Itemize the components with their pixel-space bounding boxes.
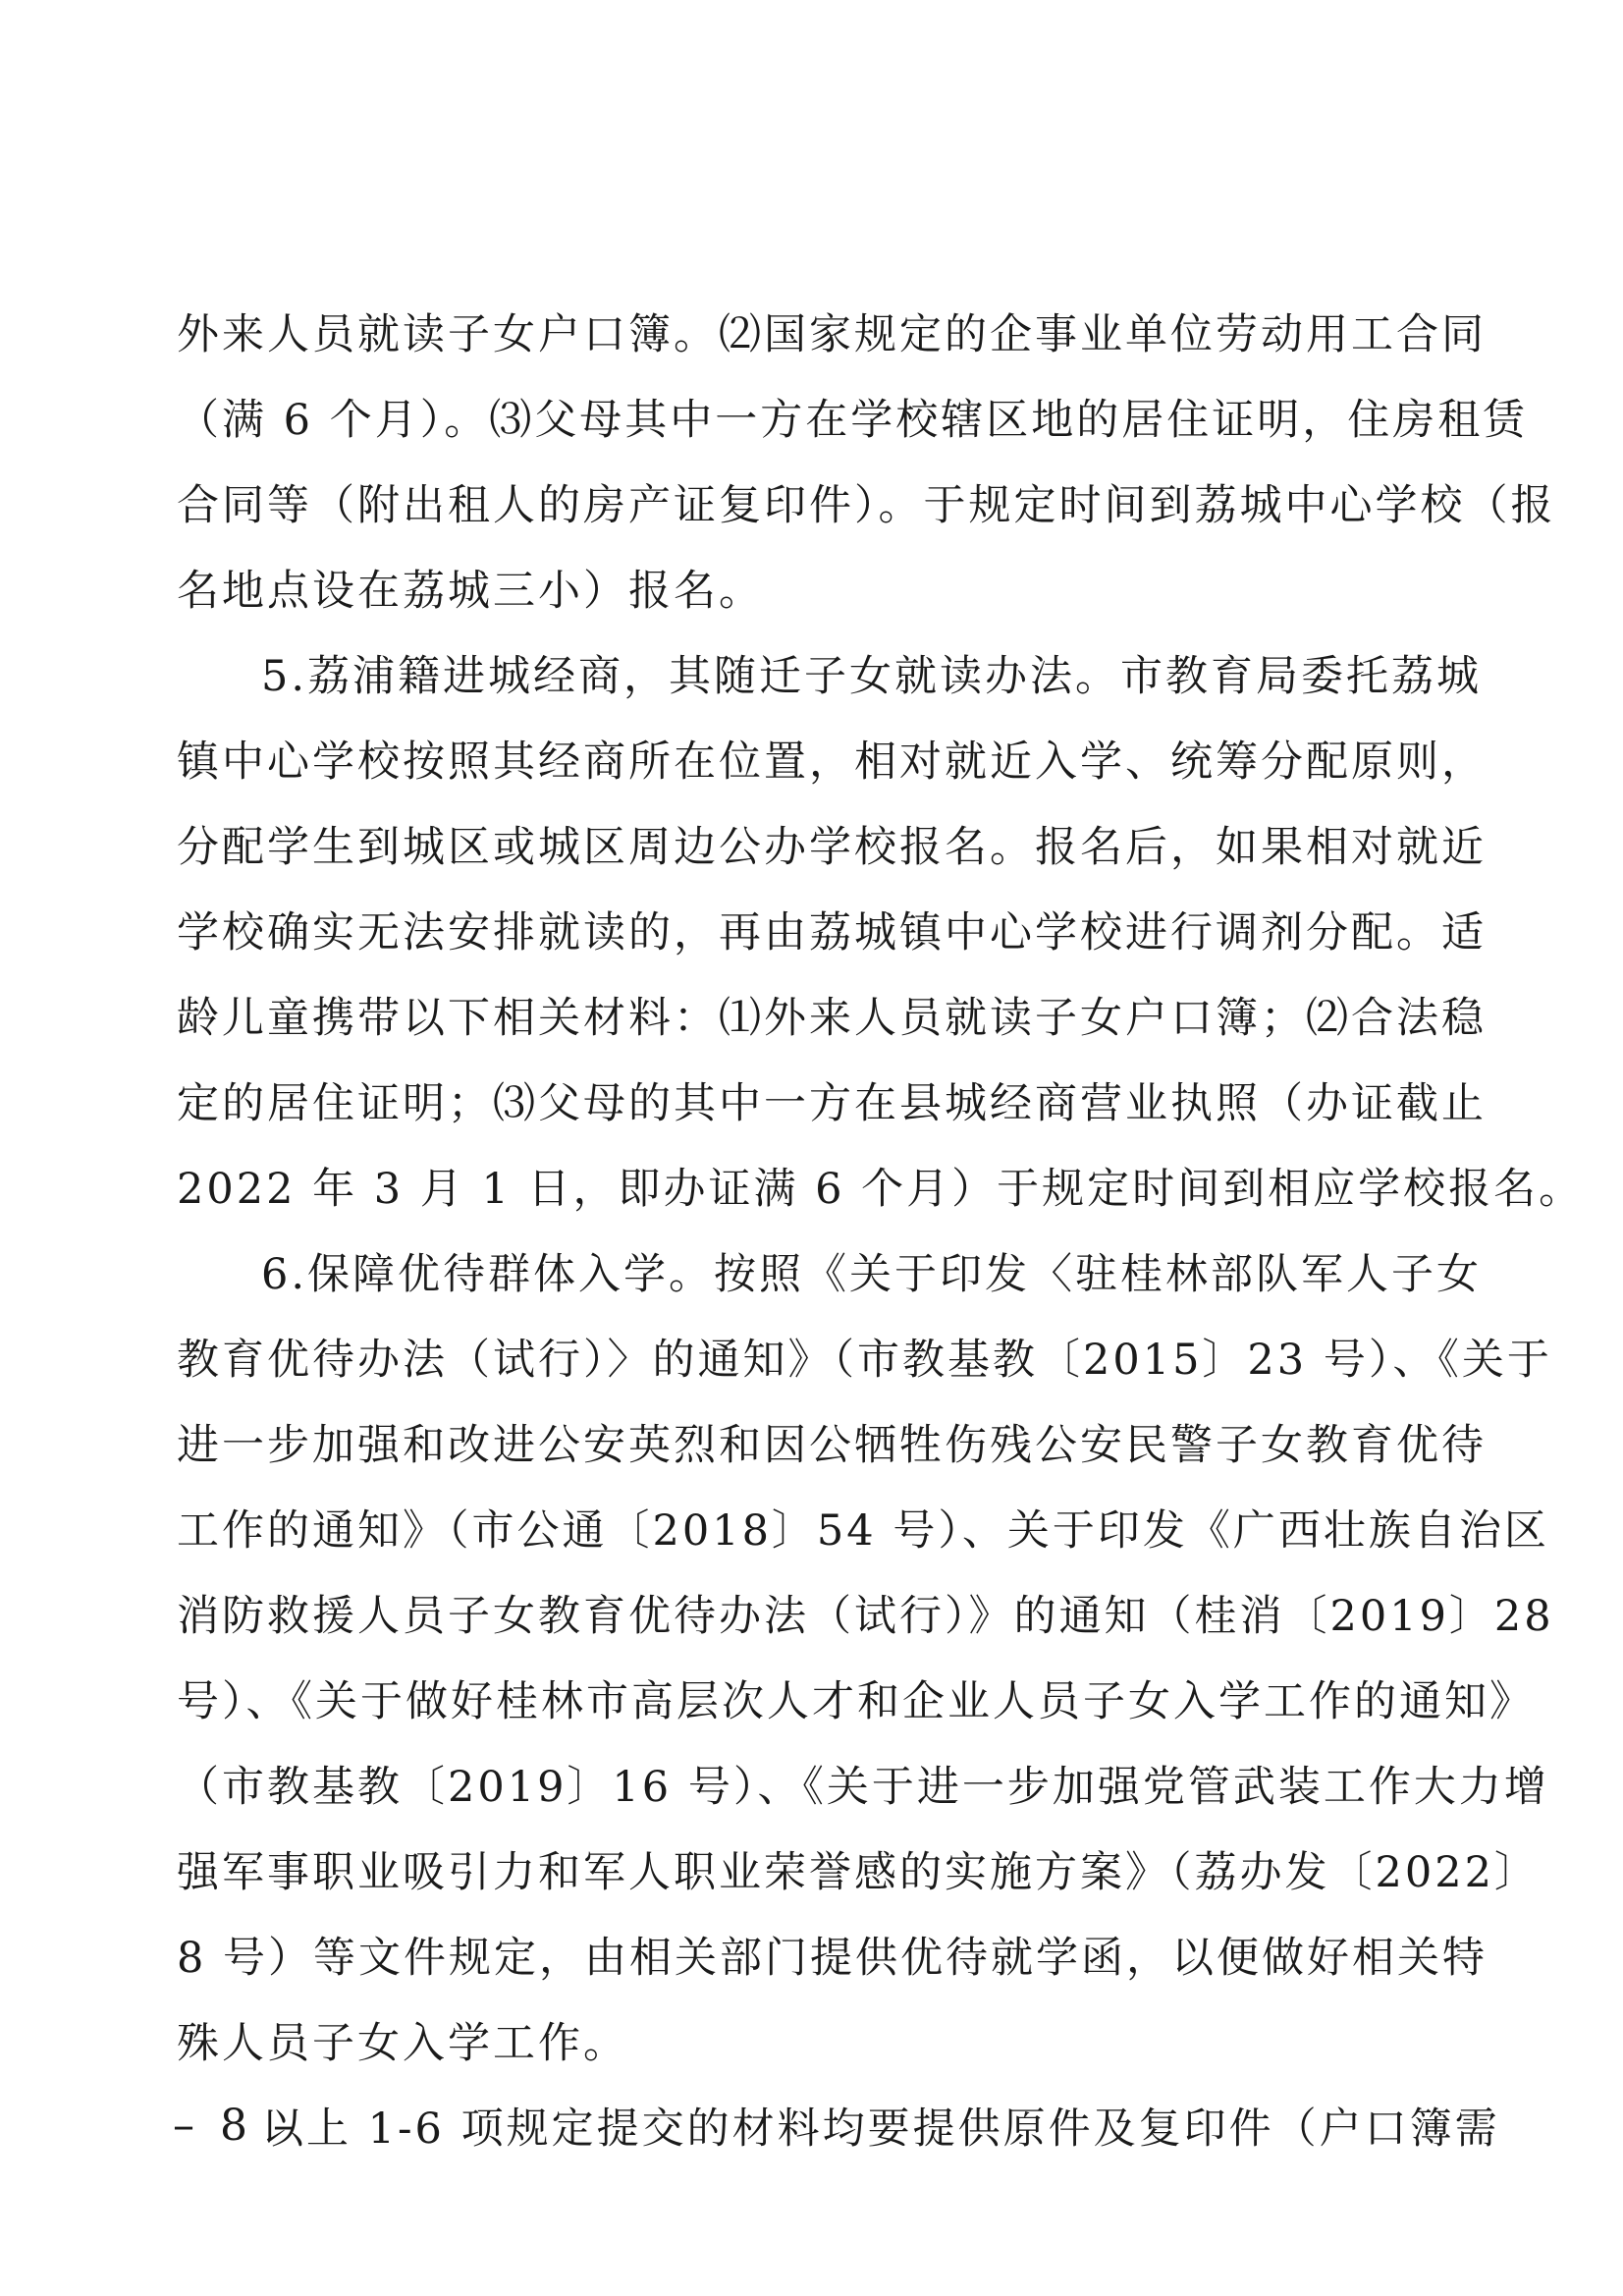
text-line: 进一步加强和改进公安英烈和因公牺牲伤残公安民警子女教育优待 xyxy=(177,1421,1487,1470)
paragraph-5-start: 5.荔浦籍进城经商，其随迁子女就读办法。市教育局委托荔城 xyxy=(261,652,1483,701)
text-line: 殊人员子女入学工作。 xyxy=(177,2019,628,2068)
text-line: 外来人员就读子女户口簿。⑵国家规定的企事业单位劳动用工合同 xyxy=(177,310,1487,359)
text-line: 名地点设在荔城三小）报名。 xyxy=(177,567,764,616)
paragraph-6-start: 6.保障优待群体入学。按照《关于印发〈驻桂林部队军人子女 xyxy=(261,1250,1483,1299)
text-line: 消防救援人员子女教育优待办法（试行）》的通知（桂消〔2019〕28 xyxy=(177,1592,1554,1641)
text-line: （市教基教〔2019〕16 号）、《关于进一步加强党管武装工作大力增 xyxy=(177,1763,1549,1812)
text-line: 定的居住证明；⑶父母的其中一方在县城经商营业执照（办证截止 xyxy=(177,1079,1487,1128)
text-line: 分配学生到城区或城区周边公办学校报名。报名后，如果相对就近 xyxy=(177,823,1487,872)
text-line: 合同等（附出租人的房产证复印件）。于规定时间到荔城中心学校（报 xyxy=(177,481,1556,530)
text-line: 学校确实无法安排就读的，再由荔城镇中心学校进行调剂分配。适 xyxy=(177,908,1487,957)
closing-paragraph-start: 以上 1-6 项规定提交的材料均要提供原件及复印件（户口簿需 xyxy=(261,2105,1500,2154)
text-line: 工作的通知》（市公通〔2018〕54 号）、关于印发《广西壮族自治区 xyxy=(177,1506,1549,1556)
text-line: 2022 年 3 月 1 日，即办证满 6 个月）于规定时间到相应学校报名。 xyxy=(177,1165,1585,1214)
text-line: 镇中心学校按照其经商所在位置，相对就近入学、统筹分配原则， xyxy=(177,738,1487,787)
text-line: 8 号）等文件规定，由相关部门提供优待就学函，以便做好相关特 xyxy=(177,1934,1488,1983)
text-line: 强军事职业吸引力和军人职业荣誉感的实施方案》（荔办发〔2022〕 xyxy=(177,1848,1540,1897)
page-number: – 8 – xyxy=(173,2101,300,2151)
text-line: 号）、《关于做好桂林市高层次人才和企业人员子女入学工作的通知》 xyxy=(177,1677,1535,1726)
body-text xyxy=(177,293,1585,2172)
text-line: 教育优待办法（试行）〉的通知》（市教基教〔2015〕23 号）、《关于 xyxy=(177,1336,1552,1385)
text-line: （满 6 个月）。⑶父母其中一方在学校辖区地的居住证明，住房租赁 xyxy=(177,396,1529,445)
text-line: 龄儿童携带以下相关材料：⑴外来人员就读子女户口簿；⑵合法稳 xyxy=(177,994,1487,1043)
